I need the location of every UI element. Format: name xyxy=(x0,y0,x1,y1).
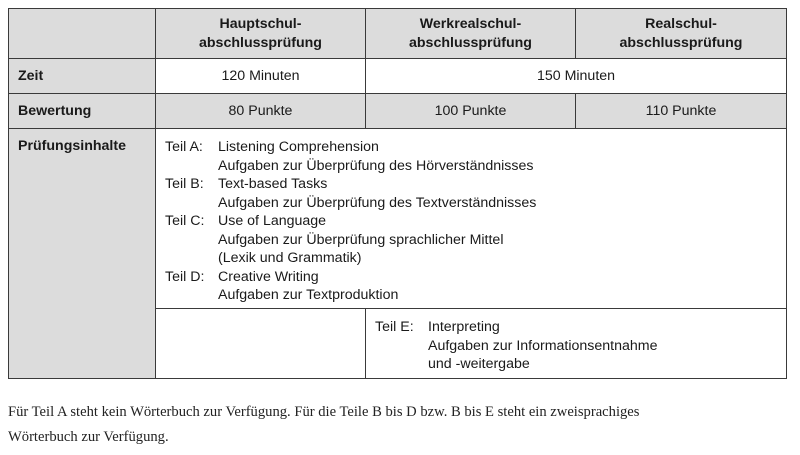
part-b-tag: Teil B: xyxy=(165,176,204,192)
part-e-empty-cell xyxy=(156,309,366,379)
parts-a-to-d xyxy=(156,129,786,305)
part-a-desc: Aufgaben zur Überprüfung des Hörverständnisses xyxy=(218,157,534,174)
part-c-desc: Aufgaben zur Überprüfung sprachlicher Mittel xyxy=(218,231,504,248)
pruefungsinhalte-label: Prüfungsinhalte xyxy=(9,129,156,379)
header-row xyxy=(9,9,787,59)
part-a-title-line xyxy=(165,138,786,157)
header-werkreal xyxy=(366,9,576,59)
header-hauptschul-line2: abschlussprüfung xyxy=(199,34,322,51)
exam-overview-table xyxy=(8,8,787,379)
dictionary-note-line2: Wörterbuch zur Verfügung. xyxy=(8,429,169,445)
header-realschul-line1: Realschul- xyxy=(645,15,717,32)
part-c-title-line xyxy=(165,212,786,231)
dictionary-note xyxy=(8,400,793,450)
part-c-desc-2: (Lexik und Grammatik) xyxy=(218,250,362,266)
pruefungsinhalte-row xyxy=(9,129,787,309)
part-c-title: Use of Language xyxy=(218,213,327,229)
header-hauptschul-line1: Hauptschul- xyxy=(219,15,302,32)
bewertung-hauptschul: 80 Punkte xyxy=(156,94,366,129)
zeit-hauptschul: 120 Minuten xyxy=(156,59,366,94)
header-corner-cell xyxy=(9,9,156,59)
part-e-title-line xyxy=(375,318,786,337)
part-e-block xyxy=(366,309,786,374)
part-e-tag: Teil E: xyxy=(375,319,414,335)
part-d-title: Creative Writing xyxy=(218,268,319,285)
part-e-title: Interpreting xyxy=(428,319,500,335)
part-e-cell xyxy=(366,309,787,379)
part-c-tag: Teil C: xyxy=(165,213,205,229)
part-a-title: Listening Comprehension xyxy=(218,139,379,155)
part-d-title-line xyxy=(165,268,786,287)
part-b-title: Text-based Tasks xyxy=(218,176,328,192)
part-e-desc: Aufgaben zur Informationsentnahme xyxy=(428,337,658,354)
part-b-title-line xyxy=(165,175,786,194)
header-werkreal-line1: Werkrealschul- xyxy=(419,15,522,32)
bewertung-label: Bewertung xyxy=(9,94,156,129)
bewertung-werkreal: 100 Punkte xyxy=(366,94,576,129)
zeit-row xyxy=(9,59,787,94)
pruefungsinhalte-parts-cell xyxy=(156,129,787,309)
header-realschul-line2: abschlussprüfung xyxy=(619,34,743,51)
part-b-desc: Aufgaben zur Überprüfung des Textverständnisses xyxy=(218,194,537,211)
dictionary-note-line1: Für Teil A steht kein Wörterbuch zur Verfügung. Für die Teile B bis D bzw. B bis E steht ein zweisprachiges xyxy=(8,404,640,420)
part-d-tag: Teil D: xyxy=(165,268,205,285)
bewertung-realschul: 110 Punkte xyxy=(576,94,787,129)
part-d-desc: Aufgaben zur Textproduktion xyxy=(218,287,399,303)
zeit-werkreal-realschul: 150 Minuten xyxy=(366,59,787,94)
part-a-tag: Teil A: xyxy=(165,139,203,155)
bewertung-row xyxy=(9,94,787,129)
zeit-label: Zeit xyxy=(9,59,156,94)
part-e-desc-2: und -weitergabe xyxy=(428,356,530,372)
header-hauptschul xyxy=(156,9,366,59)
header-realschul xyxy=(576,9,787,59)
header-werkreal-line2: abschlussprüfung xyxy=(409,34,532,51)
